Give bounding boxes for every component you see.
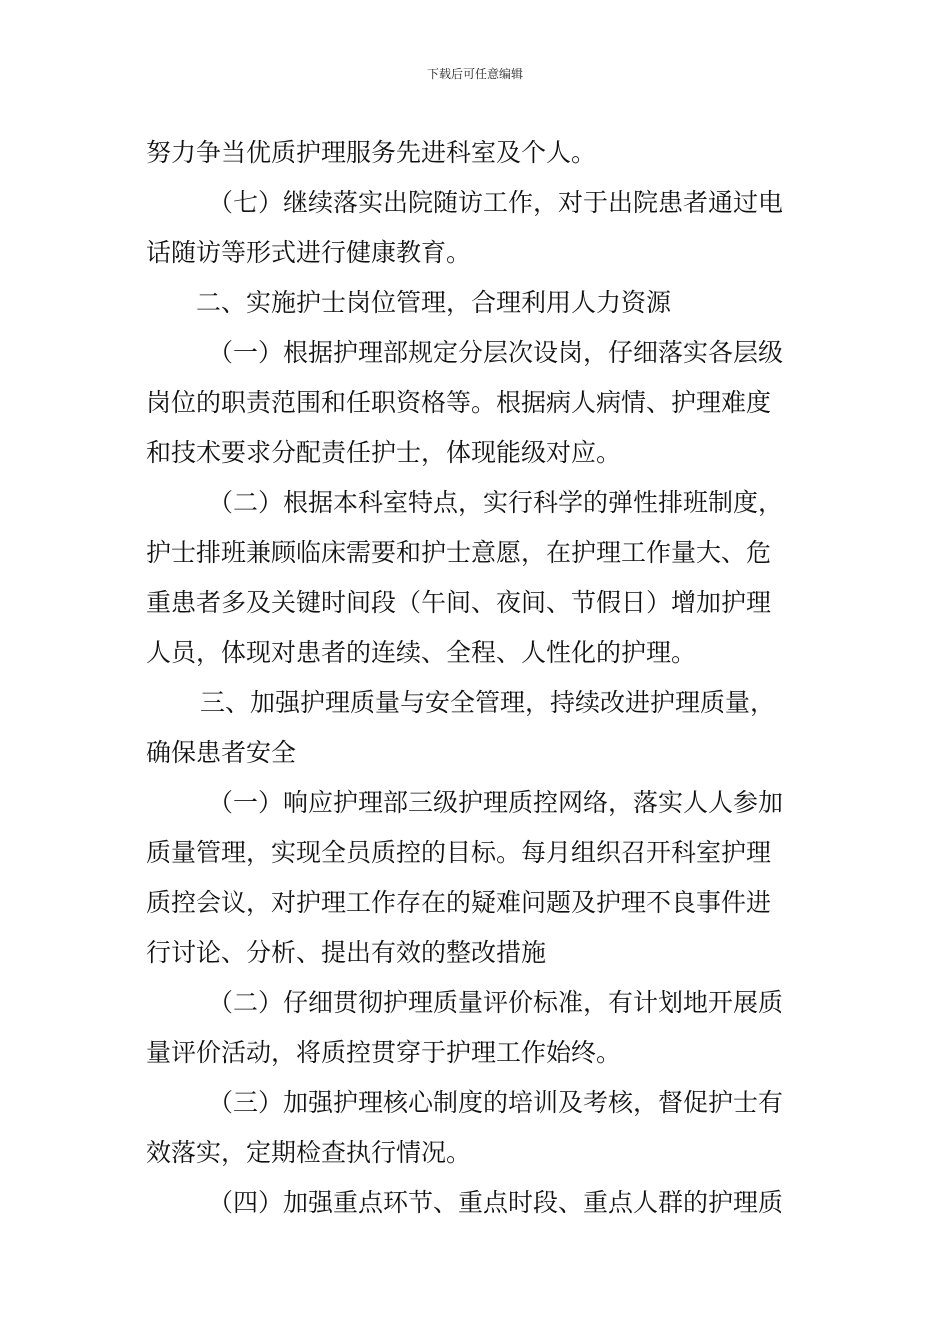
- section-heading: 二、实施护士岗位管理，合理利用人力资源: [196, 288, 672, 317]
- section-heading: 三、加强护理质量与安全管理，持续改进护理质量，: [200, 688, 776, 717]
- text-line: 效落实，定期检查执行情况。: [146, 1138, 472, 1167]
- text-line: 人员，体现对患者的连续、全程、人性化的护理。: [146, 638, 697, 667]
- text-line: 质控会议，对护理工作存在的疑难问题及护理不良事件进: [146, 888, 772, 917]
- text-line: 和技术要求分配责任护士，体现能级对应。: [146, 438, 622, 467]
- text-line: （二）仔细贯彻护理质量评价标准，有计划地开展质: [208, 988, 784, 1017]
- text-line: 行讨论、分析、提出有效的整改措施: [146, 938, 547, 967]
- text-line: （七）继续落实出院随访工作，对于出院患者通过电: [208, 188, 784, 217]
- text-line: 护士排班兼顾临床需要和护士意愿，在护理工作量大、危: [146, 538, 772, 567]
- page-header: 下载后可任意编辑: [426, 67, 523, 81]
- text-line: （三）加强护理核心制度的培训及考核，督促护士有: [208, 1088, 784, 1117]
- document-body: [146, 128, 810, 1228]
- text-line: 重患者多及关键时间段（午间、夜间、节假日）增加护理: [146, 588, 772, 617]
- text-line: （四）加强重点环节、重点时段、重点人群的护理质: [208, 1188, 784, 1217]
- text-line: （二）根据本科室特点，实行科学的弹性排班制度，: [208, 488, 784, 517]
- text-line: 话随访等形式进行健康教育。: [146, 238, 472, 267]
- text-line: （一）响应护理部三级护理质控网络，落实人人参加: [208, 788, 784, 817]
- text-line: 确保患者安全: [146, 738, 297, 767]
- text-line: 岗位的职责范围和任职资格等。根据病人病情、护理难度: [146, 388, 772, 417]
- text-line: 量评价活动，将质控贯穿于护理工作始终。: [146, 1038, 622, 1067]
- text-line: 努力争当优质护理服务先进科室及个人。: [146, 138, 597, 167]
- text-line: 质量管理，实现全员质控的目标。每月组织召开科室护理: [146, 838, 772, 867]
- text-line: （一）根据护理部规定分层次设岗，仔细落实各层级: [208, 338, 784, 367]
